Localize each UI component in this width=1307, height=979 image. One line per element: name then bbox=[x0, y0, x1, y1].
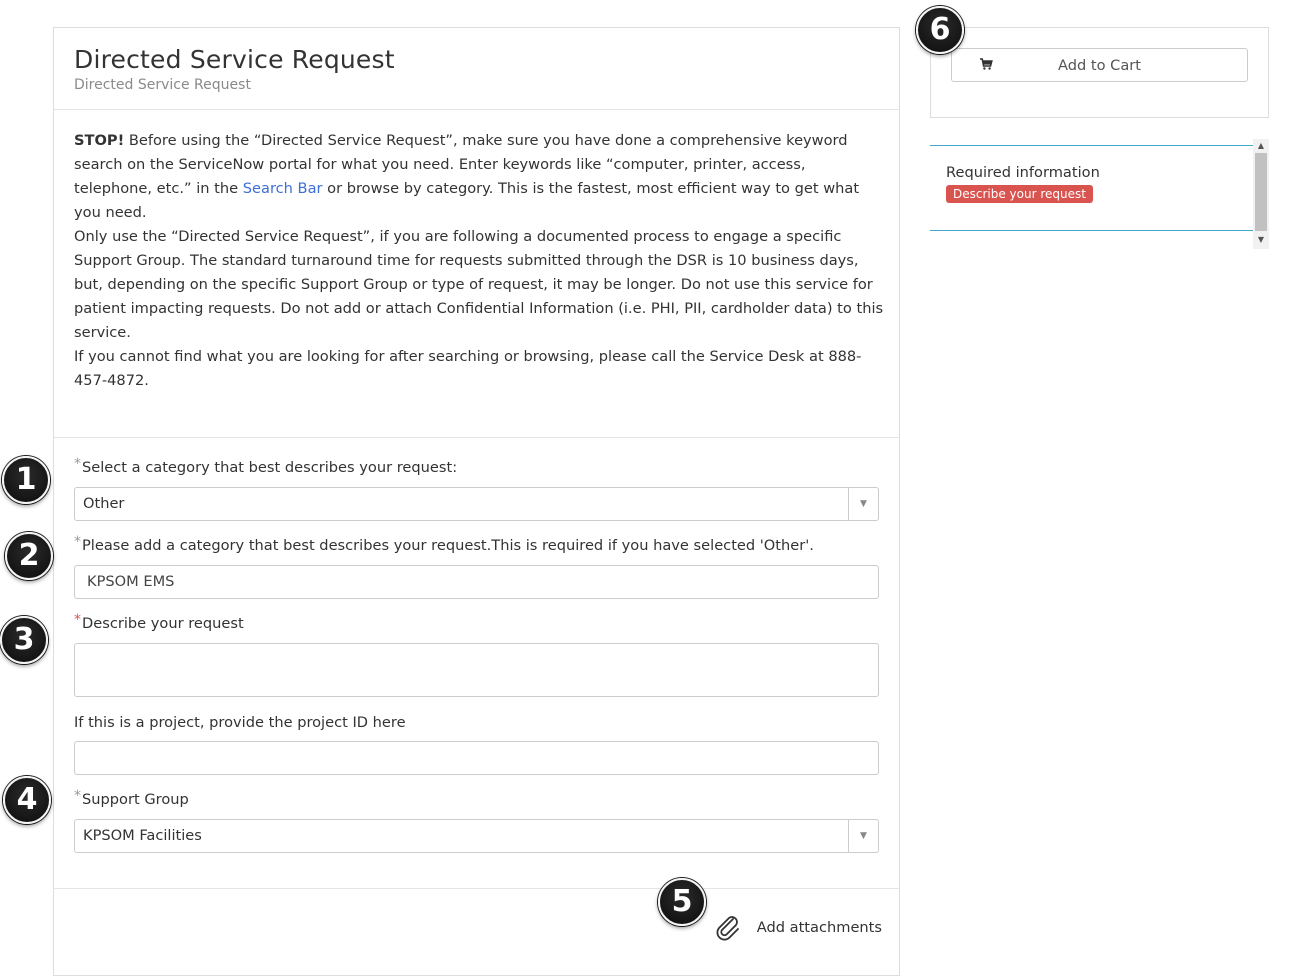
support-group-select[interactable] bbox=[74, 819, 879, 853]
add-attachments-button[interactable] bbox=[714, 913, 882, 943]
description-text-1: Before using the “Directed Service Request”, make sure you have done a comprehensive keyword search on the ServiceNow portal for what you need. Enter keywords like “computer, printer, access, telephone, etc.” in the bbox=[74, 132, 848, 197]
required-marker: * bbox=[74, 456, 81, 472]
support-group-label: *Support Group bbox=[74, 788, 189, 808]
other-category-value: KPSOM EMS bbox=[87, 573, 175, 590]
other-category-input[interactable] bbox=[74, 565, 879, 599]
add-attachments-label: Add attachments bbox=[756, 919, 882, 936]
required-marker: * bbox=[74, 612, 81, 628]
item-description bbox=[74, 129, 884, 393]
required-item-badge[interactable]: Describe your request bbox=[946, 185, 1093, 203]
search-bar-link[interactable]: Search Bar bbox=[242, 180, 323, 197]
paperclip-icon bbox=[714, 913, 742, 941]
scroll-up-icon[interactable]: ▲ bbox=[1257, 141, 1265, 150]
support-group-value: KPSOM Facilities bbox=[83, 827, 202, 844]
describe-request-textarea[interactable] bbox=[74, 643, 879, 697]
callout-badge-6: 6 bbox=[916, 6, 964, 54]
chevron-down-icon[interactable]: ▼ bbox=[848, 488, 878, 520]
description-paragraph-3: If you cannot find what you are looking for after searching or browsing, please call the Service Desk at 888-457-4872. bbox=[74, 348, 862, 389]
catalog-item-panel bbox=[53, 27, 900, 976]
callout-badge-3: 3 bbox=[0, 616, 48, 664]
divider bbox=[54, 437, 899, 438]
required-information-panel bbox=[930, 139, 1269, 249]
page-subtitle: Directed Service Request bbox=[74, 77, 251, 93]
callout-badge-5: 5 bbox=[658, 878, 706, 926]
describe-request-label: *Describe your request bbox=[74, 612, 244, 632]
add-to-cart-label: Add to Cart bbox=[1057, 57, 1142, 74]
add-to-cart-button[interactable] bbox=[951, 48, 1248, 82]
description-paragraph-1 bbox=[74, 129, 884, 225]
panel-header bbox=[54, 28, 899, 110]
chevron-down-icon[interactable]: ▼ bbox=[848, 820, 878, 852]
other-category-label: *Please add a category that best describes your request.This is required if you have selected 'Other'. bbox=[74, 534, 814, 554]
callout-badge-1: 1 bbox=[2, 456, 50, 504]
description-paragraph-2: Only use the “Directed Service Request”, if you are following a documented process to engage a specific Support Group. The standard turnaround time for requests submitted through the DSR is 10 business days, but, depending on the specific Support Group or type of request, it may be longer. Do not use this service for patient impacting requests. Do not add or attach Confidential Information (i.e. PHI, PII, cardholder data) to this service. bbox=[74, 228, 884, 341]
page-title: Directed Service Request bbox=[74, 45, 395, 74]
scrollbar-thumb[interactable] bbox=[1255, 153, 1267, 231]
category-label: *Select a category that best describes your request: bbox=[74, 456, 458, 476]
scroll-down-icon[interactable]: ▼ bbox=[1257, 235, 1265, 244]
required-marker: * bbox=[74, 534, 81, 550]
stop-label: STOP! bbox=[74, 132, 125, 149]
callout-badge-2: 2 bbox=[5, 532, 53, 580]
project-id-label: If this is a project, provide the project ID here bbox=[74, 714, 406, 731]
category-select[interactable] bbox=[74, 487, 879, 521]
divider bbox=[54, 888, 899, 889]
required-information-title: Required information bbox=[946, 164, 1100, 181]
scrollbar[interactable] bbox=[1253, 139, 1269, 249]
callout-badge-4: 4 bbox=[3, 776, 51, 824]
required-marker: * bbox=[74, 788, 81, 804]
category-select-value: Other bbox=[83, 495, 125, 512]
project-id-input[interactable] bbox=[74, 741, 879, 775]
cart-panel bbox=[930, 27, 1269, 118]
description-text-2: or browse by category. This is the fastest, most efficient way to get what you need. bbox=[74, 180, 860, 221]
